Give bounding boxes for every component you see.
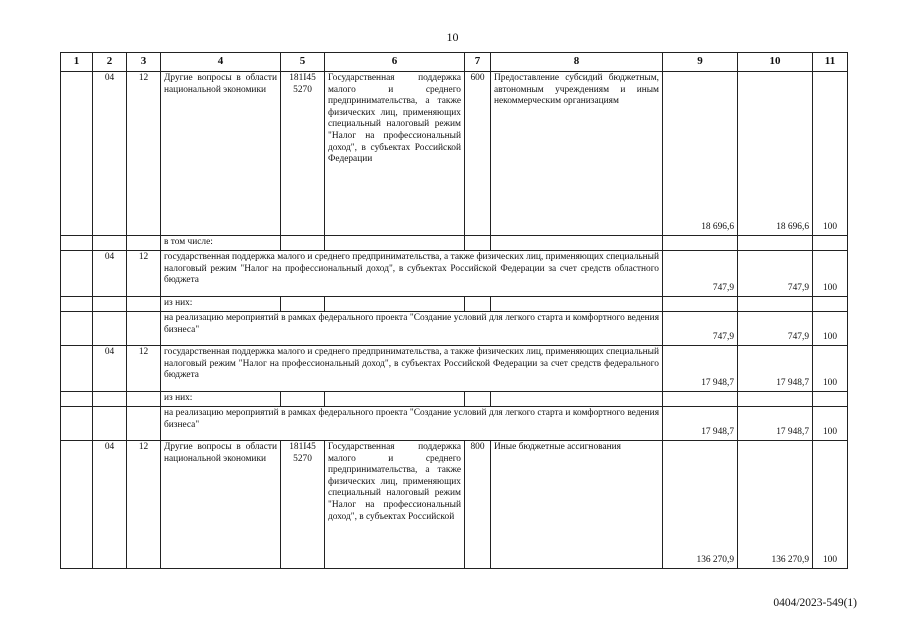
document-code: 0404/2023-549(1) [773, 597, 857, 609]
section-code: 04 [93, 251, 127, 297]
header-col-3: 3 [127, 53, 161, 72]
table-row [61, 236, 848, 251]
header-col-8: 8 [491, 53, 663, 72]
row-description: государственная поддержка малого и среднего предпринимательства, а также физических лиц, применяющих специальный налоговый режим "Налог на профессиональный доход", в субъектах Российской Федерации за счет средств федерального бюджета [161, 346, 663, 392]
subsection-code: 12 [127, 251, 161, 297]
section-code [93, 312, 127, 346]
row-description: на реализацию мероприятий в рамках федерального проекта "Создание условий для легкого старта и комфортного ведения бизнеса" [161, 407, 663, 441]
table-row [61, 251, 848, 297]
table-row [61, 392, 848, 407]
target-article: 181I45 5270 [281, 72, 325, 236]
execution-percent: 100 [813, 407, 848, 441]
executed-amount: 136 270,9 [738, 441, 813, 569]
row-description: на реализацию мероприятий в рамках федерального проекта "Создание условий для легкого старта и комфортного ведения бизнеса" [161, 312, 663, 346]
execution-percent: 100 [813, 441, 848, 569]
header-col-9: 9 [663, 53, 738, 72]
section-code: 04 [93, 441, 127, 569]
executed-amount: 17 948,7 [738, 407, 813, 441]
row-label: из них: [161, 297, 281, 312]
header-col-1: 1 [61, 53, 93, 72]
table-row [61, 72, 848, 236]
execution-percent: 100 [813, 312, 848, 346]
row-description: государственная поддержка малого и среднего предпринимательства, а также физических лиц, применяющих специальный налоговый режим "Налог на профессиональный доход", в субъектах Российской Федерации за счет средств областного бюджета [161, 251, 663, 297]
table-row [61, 346, 848, 392]
planned-amount: 136 270,9 [663, 441, 738, 569]
section-name: Другие вопросы в области национальной экономики [161, 441, 281, 569]
executed-amount: 747,9 [738, 312, 813, 346]
budget-table [60, 52, 848, 569]
table-row [61, 441, 848, 569]
section-name: Другие вопросы в области национальной экономики [161, 72, 281, 236]
subsection-code [127, 407, 161, 441]
table-row [61, 407, 848, 441]
execution-percent: 100 [813, 251, 848, 297]
planned-amount: 17 948,7 [663, 407, 738, 441]
expense-type-name: Предоставление субсидий бюджетным, автономным учреждениям и иным некоммерческим организациям [491, 72, 663, 236]
section-code [93, 407, 127, 441]
planned-amount: 747,9 [663, 251, 738, 297]
row-label: в том числе: [161, 236, 281, 251]
header-col-6: 6 [325, 53, 465, 72]
executed-amount: 18 696,6 [738, 72, 813, 236]
subsection-code: 12 [127, 72, 161, 236]
row-label: из них: [161, 392, 281, 407]
subsection-code [127, 312, 161, 346]
header-col-2: 2 [93, 53, 127, 72]
section-code: 04 [93, 346, 127, 392]
header-col-10: 10 [738, 53, 813, 72]
header-col-11: 11 [813, 53, 848, 72]
table-row [61, 297, 848, 312]
section-code: 04 [93, 72, 127, 236]
expense-type-code: 600 [465, 72, 491, 236]
execution-percent: 100 [813, 346, 848, 392]
header-col-5: 5 [281, 53, 325, 72]
subsection-code: 12 [127, 346, 161, 392]
planned-amount: 17 948,7 [663, 346, 738, 392]
article-name: Государственная поддержка малого и среднего предпринимательства, а также физических лиц, применяющих специальный налоговый режим "Налог на профессиональный доход", в субъектах Российской [325, 441, 465, 569]
header-row [61, 53, 848, 72]
table-row [61, 312, 848, 346]
executed-amount: 17 948,7 [738, 346, 813, 392]
article-name: Государственная поддержка малого и среднего предпринимательства, а также физических лиц, применяющих специальный налоговый режим "Налог на профессиональный доход", в субъектах Российской Федерации [325, 72, 465, 236]
target-article: 181I45 5270 [281, 441, 325, 569]
page-number: 10 [446, 30, 459, 44]
expense-type-name: Иные бюджетные ассигнования [491, 441, 663, 569]
expense-type-code: 800 [465, 441, 491, 569]
header-col-7: 7 [465, 53, 491, 72]
executed-amount: 747,9 [738, 251, 813, 297]
planned-amount: 18 696,6 [663, 72, 738, 236]
subsection-code: 12 [127, 441, 161, 569]
header-col-4: 4 [161, 53, 281, 72]
planned-amount: 747,9 [663, 312, 738, 346]
execution-percent: 100 [813, 72, 848, 236]
